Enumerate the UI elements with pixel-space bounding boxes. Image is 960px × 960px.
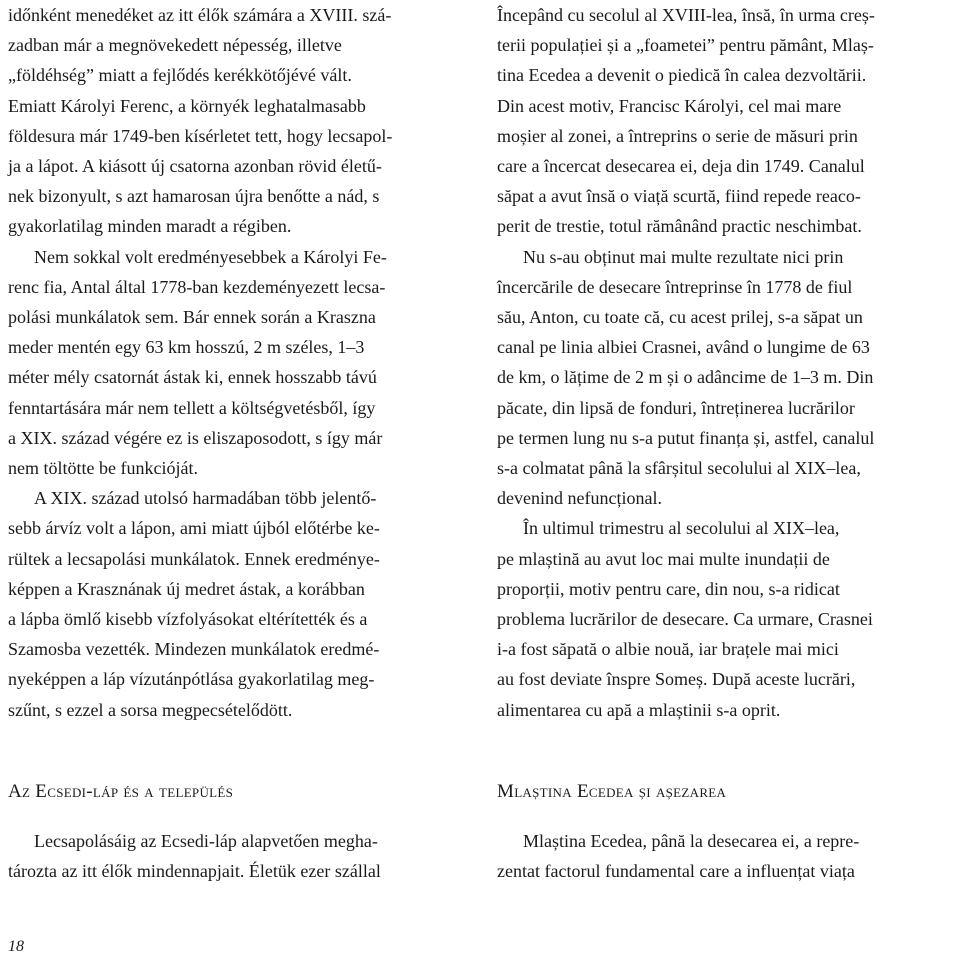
text-line: renc fia, Antal által 1778-ban kezdeményezett lecsa- [8,276,386,297]
text-line: de km, o lățime de 2 m și o adâncime de 1–3 m. Din [497,367,874,388]
text-line: meder mentén egy 63 km hosszú, 2 m széles, 1–3 [8,337,365,358]
text-line: canal pe linia albiei Crasnei, având o lungime de 63 [497,337,870,358]
text-line: ja a lápot. A kiásott új csatorna azonban rövid életű- [8,156,382,177]
text-line: időnként menedéket az itt élők számára a XVIII. szá- [8,5,392,25]
text-line: nem töltötte be funkcióját. [8,458,198,479]
text-line: gyakorlatilag minden maradt a régiben. [8,216,292,237]
text-line: zadban már a megnövekedett népesség, illetve [8,35,342,56]
text-line: i-a fost săpată o albie nouă, iar brațele mai mici [497,639,839,660]
text-line: nek bizonyult, s azt hamarosan újra benőtte a nád, s [8,186,380,207]
right-body-text [497,0,955,725]
paragraph [8,0,466,242]
text-line: În ultimul trimestru al secolului al XIX–lea, [523,518,840,539]
text-line: Începând cu secolul al XVIII-lea, însă, în urma creș- [497,5,875,25]
text-line: moșier al zonei, a întreprins o serie de măsuri prin [497,125,858,146]
text-line: păcate, din lipsă de fonduri, întreținerea lucrărilor [497,397,855,418]
paragraph [497,513,955,724]
text-line: pe mlaștină au avut loc mai multe inundații de [497,548,830,569]
text-line: polási munkálatok sem. Bár ennek során a Kraszna [8,307,376,328]
section-heading-romanian: Mlaștina Ecedea și așezarea [497,781,727,802]
right-section-text [497,826,955,886]
paragraph [497,0,955,242]
text-line: său, Anton, cu toate că, cu acest prilej, s-a săpat un [497,307,863,328]
text-line: perit de trestie, totul rămânând practic neschimbat. [497,216,862,237]
text-line: problema lucrărilor de desecare. Ca urmare, Crasnei [497,609,873,630]
text-line: proporții, motiv pentru care, din nou, s-a ridicat [497,578,840,599]
text-line: földesura már 1749-ben kísérletet tett, hogy lecsapol- [8,125,393,146]
page-number: 18 [8,938,24,955]
text-line: tározta az itt élők mindennapjait. Életük ezer szállal [8,861,381,882]
text-line: méter mély csatornát ástak ki, ennek hosszabb távú [8,367,377,388]
text-line: rültek a lecsapolási munkálatok. Ennek eredménye- [8,548,380,569]
right-column [497,0,955,725]
text-line: Nem sokkal volt eredményesebbek a Károlyi Fe- [34,246,387,267]
left-section-text [8,826,466,886]
text-line: devenind nefuncțional. [497,488,662,509]
text-line: zentat factorul fundamental care a influențat viața [497,861,855,882]
text-line: Nu s-au obținut mai multe rezultate nici prin [523,246,844,267]
text-line: „földéhség” miatt a fejlődés kerékkötőjévé vált. [8,65,352,86]
text-line: Lecsapolásáig az Ecsedi-láp alapvetően megha- [34,831,378,851]
text-line: sebb árvíz volt a lápon, ami miatt újból előtérbe ke- [8,518,380,539]
left-column [8,0,466,725]
paragraph [497,242,955,514]
text-line: încercările de desecare întreprinse în 1778 de fiul [497,276,853,297]
text-line: a lápba ömlő kisebb vízfolyásokat eltérítették és a [8,609,368,630]
text-line: képpen a Krasznának új medret ástak, a korábban [8,578,365,599]
text-line: terii populației și a „foametei” pentru pământ, Mlaș- [497,35,874,56]
text-line: A XIX. század utolsó harmadában több jelentő- [34,488,377,509]
text-line: săpat a avut însă o viață scurtă, fiind repede reaco- [497,186,861,207]
text-line: au fost deviate înspre Someș. După aceste lucrări, [497,669,856,690]
text-line: nyeképpen a láp vízutánpótlása gyakorlatilag meg- [8,669,375,690]
text-line: Din acest motiv, Francisc Károlyi, cel mai mare [497,95,842,116]
text-line: pe termen lung nu s-a putut finanța și, astfel, canalul [497,427,875,448]
text-line: fenntartására már nem tellett a költségvetésből, így [8,397,376,418]
text-line: alimentarea cu apă a mlaștinii s-a oprit. [497,699,781,720]
text-line: s-a colmatat până la sfârșitul secolului al XIX–lea, [497,458,861,479]
paragraph [8,242,466,484]
text-line: Emiatt Károlyi Ferenc, a környék leghatalmasabb [8,95,366,116]
text-line: szűnt, s ezzel a sorsa megpecsételődött. [8,699,293,720]
left-body-text [8,0,466,725]
text-line: Mlaștina Ecedea, până la desecarea ei, a repre- [523,831,860,851]
text-line: a XIX. század végére ez is eliszaposodott, s így már [8,427,383,448]
section-heading-hungarian: Az Ecsedi-láp és a település [8,781,234,802]
text-line: tina Ecedea a devenit o piedică în calea dezvoltării. [497,65,867,86]
text-line: Szamosba vezették. Mindezen munkálatok eredmé- [8,639,380,660]
text-line: care a încercat desecarea ei, deja din 1749. Canalul [497,156,865,177]
paragraph [8,483,466,725]
